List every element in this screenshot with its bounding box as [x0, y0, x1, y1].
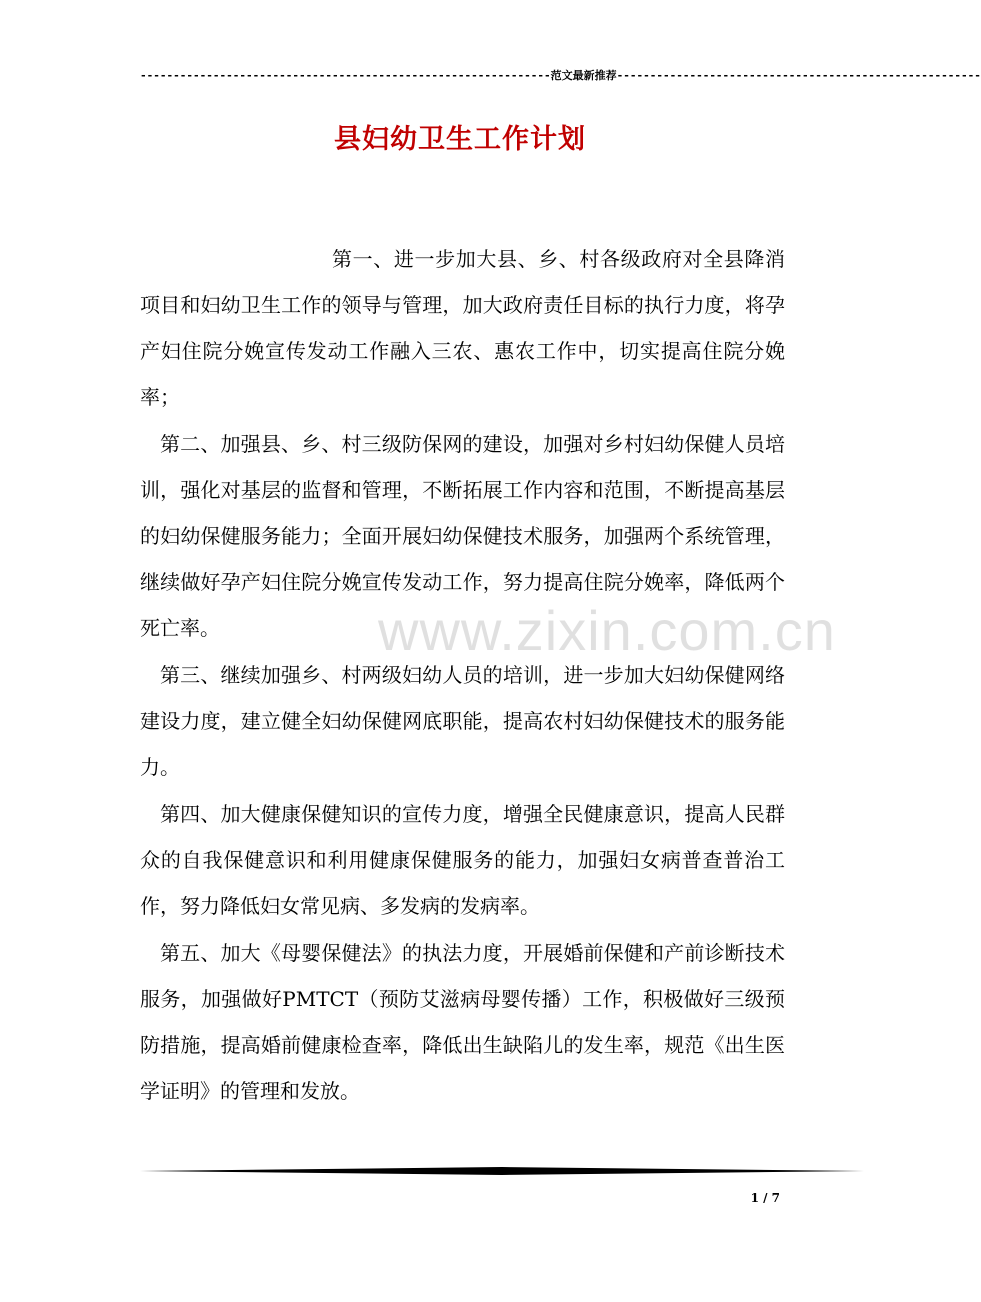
page-header: --------------------------------------------------------------范文最新推荐-------------------------------------------------------	[140, 69, 981, 82]
page-number: 1 / 7	[750, 1191, 780, 1205]
watermark: www.zixin.com.cn	[378, 599, 836, 662]
document-body	[140, 236, 785, 1115]
paragraph-2: 第二、加强县、乡、村三级防保网的建设，加强对乡村妇幼保健人员培训，强化对基层的监督和管理，不断拓展工作内容和范围，不断提高基层的妇幼保健服务能力；全面开展妇幼保健技术服务，加强两个系统管理，继续做好孕产妇住院分娩宣传发动工作，努力提高住院分娩率，降低两个死亡率。	[140, 432, 785, 640]
paragraph-3: 第三、继续加强乡、村两级妇幼人员的培训，进一步加大妇幼保健网络建设力度，建立健全妇幼保健网底职能，提高农村妇幼保健技术的服务能力。	[140, 663, 785, 779]
document-title: 县妇幼卫生工作计划	[334, 124, 586, 155]
paragraph-5: 第五、加大《母婴保健法》的执法力度，开展婚前保健和产前诊断技术服务，加强做好PMTCT（预防艾滋病母婴传播）工作，积极做好三级预防措施，提高婚前健康检查率，降低出生缺陷儿的发生率，规范《出生医学证明》的管理和发放。	[140, 941, 785, 1103]
footer-rule	[140, 1164, 864, 1178]
paragraph-1: 第一、进一步加大县、乡、村各级政府对全县降消项目和妇幼卫生工作的领导与管理，加大政府责任目标的执行力度，将孕产妇住院分娩宣传发动工作融入三农、惠农工作中，切实提高住院分娩率；	[140, 247, 785, 409]
paragraph-4: 第四、加大健康保健知识的宣传力度，增强全民健康意识，提高人民群众的自我保健意识和利用健康保健服务的能力，加强妇女病普查普治工作，努力降低妇女常见病、多发病的发病率。	[140, 802, 785, 918]
